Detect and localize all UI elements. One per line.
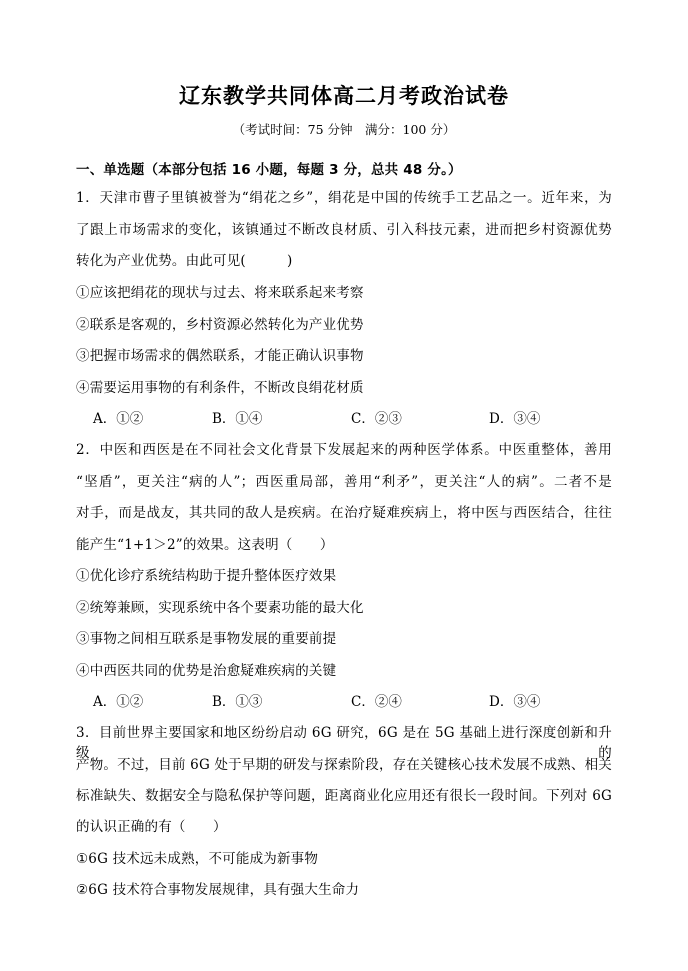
- q2-stem-line: 能产生“1+1＞2”的效果。这表明（ ）: [76, 537, 334, 553]
- q3-stem-line: 标准缺失、数据安全与隐私保护等问题，距离商业化应用还有很长一段时间。下列对 6G: [76, 788, 612, 804]
- q2-stem-line: 对手，而是战友，其共同的敌人是疾病。在治疗疑难疾病上，将中医与西医结合，往往: [76, 505, 612, 521]
- q2-stem-line: “坚盾”，更关注“病的人”；西医重局部，善用“利矛”，更关注“人的病”。二者不是: [76, 474, 612, 490]
- q2-option-c: C．②④: [351, 694, 402, 710]
- q2-statement: ③事物之间相互联系是事物发展的重要前提: [76, 631, 337, 647]
- q2-statement: ④中西医共同的优势是治愈疑难疾病的关键: [76, 663, 337, 679]
- q3-stem-line: 产物。不过，目前 6G 处于早期的研发与探索阶段，存在关键核心技术发展不成熟、相关: [76, 757, 612, 773]
- q2-stem-line: 2．中医和西医是在不同社会文化背景下发展起来的两种医学体系。中医重整体，善用: [76, 442, 612, 458]
- q1-stem-line: 转化为产业优势。由此可见( ): [76, 253, 293, 269]
- q2-option-b: B．①③: [212, 694, 263, 710]
- q2-statement: ②统筹兼顾，实现系统中各个要素功能的最大化: [76, 600, 364, 616]
- q1-stem-line: 1．天津市曹子里镇被誉为“绢花之乡”，绢花是中国的传统手工艺品之一。近年来，为: [76, 190, 612, 206]
- q1-statement: ②联系是客观的，乡村资源必然转化为产业优势: [76, 317, 364, 333]
- page-title: 辽东教学共同体高二月考政治试卷: [179, 84, 509, 108]
- q1-option-b: B．①④: [212, 411, 263, 427]
- q2-option-d: D．③④: [489, 694, 541, 710]
- q3-stem-line: 3．目前世界主要国家和地区纷纷启动 6G 研究，6G 是在 5G 基础上进行深度创新和升级的: [76, 725, 612, 761]
- q1-statement: ①应该把绢花的现状与过去、将来联系起来考察: [76, 285, 364, 301]
- q1-statement: ③把握市场需求的偶然联系，才能正确认识事物: [76, 348, 364, 364]
- q2-option-a: A．①②: [93, 694, 144, 710]
- q3-statement: ②6G 技术符合事物发展规律，具有强大生命力: [76, 882, 360, 898]
- q1-option-c: C．②③: [351, 411, 402, 427]
- q1-option-a: A．①②: [93, 411, 144, 427]
- q1-stem-line: 了跟上市场需求的变化，该镇通过不断改良材质、引入科技元素，进而把乡村资源优势: [76, 222, 612, 238]
- q1-option-d: D．③④: [489, 411, 541, 427]
- q3-statement: ①6G 技术远未成熟，不可能成为新事物: [76, 851, 319, 867]
- exam-info: （考试时间：75 分钟 满分：100 分）: [232, 122, 456, 137]
- q1-statement: ④需要运用事物的有利条件，不断改良绢花材质: [76, 380, 364, 396]
- section-heading: 一、单选题（本部分包括 16 小题，每题 3 分，总共 48 分。）: [76, 162, 462, 178]
- q2-statement: ①优化诊疗系统结构助于提升整体医疗效果: [76, 568, 337, 584]
- q3-stem-line: 的认识正确的有（ ）: [76, 819, 227, 835]
